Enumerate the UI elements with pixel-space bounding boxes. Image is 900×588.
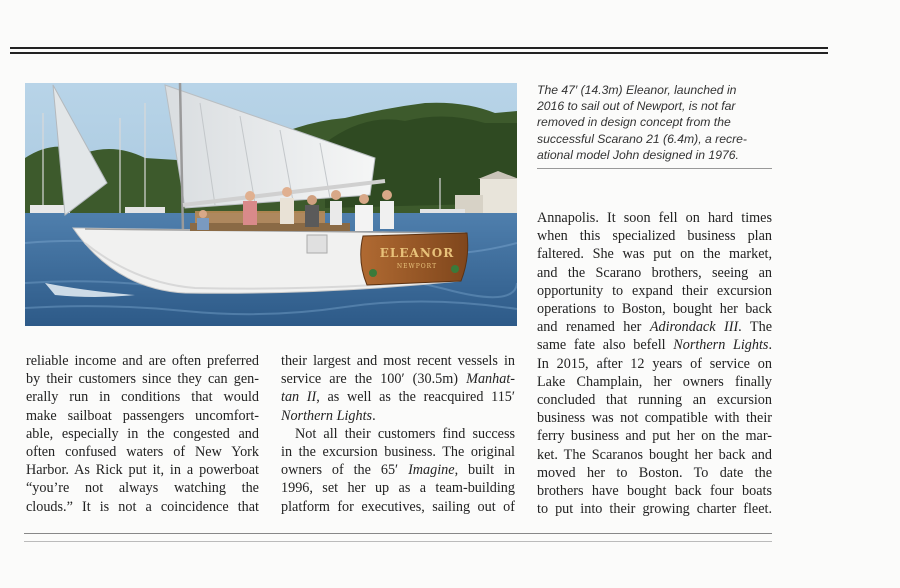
text-line: ket. The Scaranos bought her back and (537, 446, 772, 463)
header-rule (10, 52, 828, 54)
article-column-1 (26, 352, 259, 516)
text-line: tan II, as well as the reacquired 115′ (281, 389, 515, 406)
footer-rule (24, 533, 772, 534)
caption-line: ational model John designed in 1976. (537, 147, 739, 162)
text-line: and renamed her Adirondack III. The (537, 319, 772, 336)
text-line: by their customers since they can gen- (26, 371, 259, 388)
text-line: clouds.” It is not a coincidence that (26, 498, 259, 515)
text-line: operations to Boston, bought her back (537, 301, 772, 318)
photo-caption (537, 82, 773, 163)
text-line: ferry business and put her on the mar- (537, 428, 772, 445)
article-column-3 (537, 209, 772, 518)
text-line: Harbor. As Rick put it, in a powerboat (26, 462, 259, 479)
shore-building (480, 178, 517, 213)
text-line: Northern Lights. (281, 407, 376, 424)
text-line: in the excursion business. The original (281, 444, 515, 461)
caption-line: The 47′ (14.3m) Eleanor, launched in (537, 83, 737, 97)
caption-line: successful Scarano 21 (6.4m), a recre- (537, 131, 747, 146)
article-column-2 (281, 352, 515, 516)
sailboat-photo (25, 83, 517, 326)
text-line: able, especially in the congested and (26, 425, 259, 442)
text-line: 1996, set her up as a team-building (281, 480, 515, 497)
text-line: Not all their customers find success (295, 425, 515, 442)
text-line: erally run in conditions that would (26, 389, 259, 406)
footer-rule (24, 541, 772, 542)
text-line: “you’re not always watching the (26, 480, 259, 497)
text-line: Lake Champlain, her owners finally (537, 373, 772, 390)
text-line: their largest and most recent vessels in (281, 353, 515, 369)
text-line: often confused waters of New York (26, 444, 259, 461)
text-line: and the Scarano brothers, seeing an (537, 264, 772, 281)
header-rule (10, 47, 828, 49)
boat-name: ELEANOR (379, 246, 455, 260)
text-line: owners of the 65′ Imagine, built in (281, 462, 515, 479)
caption-rule (537, 168, 772, 169)
text-line: to put into their growing charter fleet. (537, 501, 772, 518)
caption-line: removed in design concept from the (537, 115, 731, 130)
hailing-port: NEWPORT (396, 263, 438, 270)
text-line: when this specialized business plan (537, 228, 772, 245)
text-line: make sailboat passengers uncomfort- (26, 407, 259, 424)
text-line: business was not compatible with their (537, 410, 772, 427)
text-line: service are the 100′ (30.5m) Manhat- (281, 371, 515, 388)
caption-line: 2016 to sail out of Newport, is not far (537, 99, 736, 114)
text-line: Annapolis. It soon fell on hard times (537, 210, 772, 226)
text-line: concluded that running an excursion (537, 392, 772, 409)
text-line: reliable income and are often preferred (26, 353, 259, 369)
text-line: platform for executives, sailing out of (281, 498, 515, 515)
text-line: faltered. She was put on the market, (537, 246, 772, 263)
text-line: opportunity to expand their excursion (537, 282, 772, 299)
text-line: In 2015, after 12 years of service on (537, 355, 772, 372)
text-line: brothers have bought back four boats (537, 483, 772, 500)
text-line: same fate also befell Northern Lights. (537, 337, 772, 354)
text-line: moved her to Boston. To date the (537, 464, 772, 481)
